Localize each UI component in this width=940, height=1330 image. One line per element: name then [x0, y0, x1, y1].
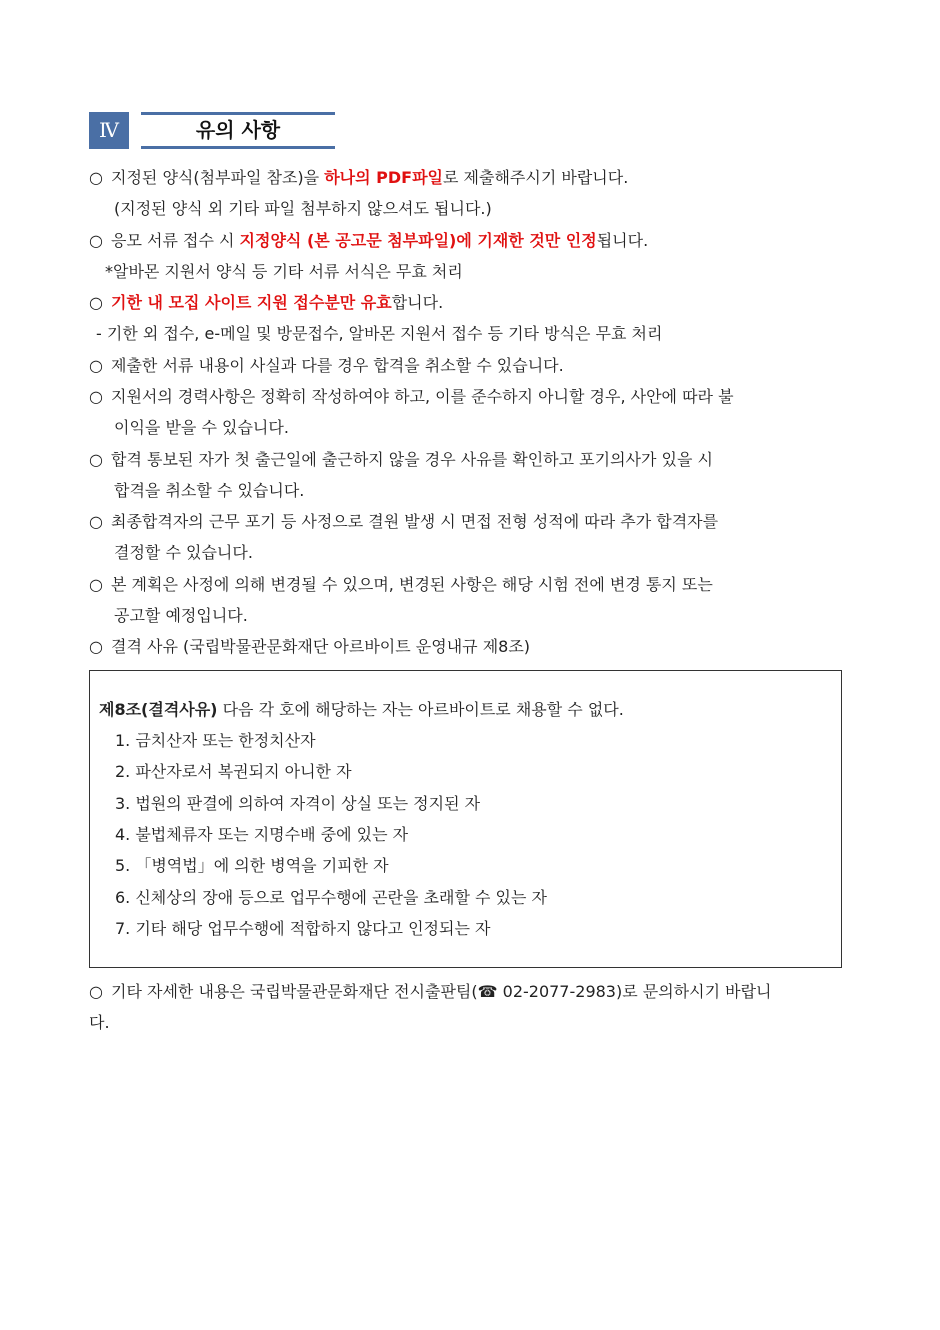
notice-item-2-sub: *알바몬 지원서 양식 등 기타 서류 서식은 무효 처리	[105, 262, 463, 281]
box-list-item: 5. 「병역법」에 의한 병역을 기피한 자	[115, 856, 389, 875]
notice-item-6	[89, 449, 859, 471]
bullet-circle-icon: ○	[89, 387, 103, 406]
box-title	[99, 699, 624, 721]
bullet-circle-icon: ○	[89, 512, 103, 531]
notice-item-5	[89, 386, 859, 408]
item-text: 됩니다.	[596, 231, 649, 250]
item-text: 응모 서류 접수 시	[111, 231, 240, 250]
item-highlight: 지정양식 (본 공고문 첨부파일)에 기재한 것만 인정	[239, 231, 597, 250]
box-list-item: 1. 금치산자 또는 한정치산자	[115, 731, 316, 750]
bullet-circle-icon: ○	[89, 982, 103, 1001]
bullet-circle-icon: ○	[89, 231, 103, 250]
bullet-circle-icon: ○	[89, 293, 103, 312]
item-highlight: 하나의 PDF파일	[324, 168, 444, 187]
contact-text: 기타 자세한 내용은 국립박물관문화재단 전시출판팀(☎ 02-2077-2983)로 문의하시기 바랍니	[111, 982, 772, 1001]
item-text: 합니다.	[391, 293, 444, 312]
notice-item-6-cont: 합격을 취소할 수 있습니다.	[114, 481, 305, 500]
notice-item-1-sub: (지정된 양식 외 기타 파일 첨부하지 않으셔도 됩니다.)	[114, 199, 492, 218]
box-list-item: 2. 파산자로서 복권되지 아니한 자	[115, 762, 352, 781]
item-text: 합격 통보된 자가 첫 출근일에 출근하지 않을 경우 사유를 확인하고 포기의사가 있을 시	[111, 450, 713, 469]
bullet-circle-icon: ○	[89, 450, 103, 469]
section-header	[89, 112, 335, 149]
notice-item-8-cont: 공고할 예정입니다.	[114, 606, 248, 625]
item-highlight: 기한 내 모집 사이트 지원 접수분만 유효	[111, 293, 392, 312]
bullet-circle-icon: ○	[89, 168, 103, 187]
notice-item-2	[89, 230, 859, 252]
notice-item-8	[89, 574, 859, 596]
notice-item-7-cont: 결정할 수 있습니다.	[114, 543, 253, 562]
notice-item-4	[89, 355, 859, 377]
bullet-circle-icon: ○	[89, 575, 103, 594]
section-title: 유의 사항	[195, 118, 281, 142]
box-list-item: 6. 신체상의 장애 등으로 업무수행에 곤란을 초래할 수 있는 자	[115, 888, 547, 907]
notice-item-3	[89, 292, 859, 314]
item-text: 최종합격자의 근무 포기 등 사정으로 결원 발생 시 면접 전형 성적에 따라 추가 합격자를	[111, 512, 719, 531]
notice-item-3-sub: - 기한 외 접수, e-메일 및 방문접수, 알바몬 지원서 접수 등 기타 방식은 무효 처리	[96, 324, 663, 343]
box-title-article: 제8조(결격사유)	[99, 700, 218, 719]
item-text: 본 계획은 사정에 의해 변경될 수 있으며, 변경된 사항은 해당 시험 전에 변경 통지 또는	[111, 575, 713, 594]
section-title-box	[141, 112, 335, 149]
disqualification-box	[89, 670, 842, 968]
bullet-circle-icon: ○	[89, 356, 103, 375]
item-text: 제출한 서류 내용이 사실과 다를 경우 합격을 취소할 수 있습니다.	[111, 356, 564, 375]
item-text: 로 제출해주시기 바랍니다.	[443, 168, 629, 187]
box-title-text: 다음 각 호에 해당하는 자는 아르바이트로 채용할 수 없다.	[217, 700, 624, 719]
box-list-item: 3. 법원의 판결에 의하여 자격이 상실 또는 정지된 자	[115, 794, 481, 813]
notice-item-9	[89, 636, 859, 658]
item-text: 지정된 양식(첨부파일 참조)을	[111, 168, 325, 187]
notice-item-1	[89, 167, 859, 189]
notice-item-7	[89, 511, 859, 533]
item-text: 결격 사유 (국립박물관문화재단 아르바이트 운영내규 제8조)	[111, 637, 531, 656]
notice-item-5-cont: 이익을 받을 수 있습니다.	[114, 418, 289, 437]
contact-line	[89, 981, 859, 1003]
section-number: Ⅳ	[89, 112, 129, 149]
item-text: 지원서의 경력사항은 정확히 작성하여야 하고, 이를 준수하지 아니할 경우, 사안에 따라 불	[111, 387, 734, 406]
box-list-item: 7. 기타 해당 업무수행에 적합하지 않다고 인정되는 자	[115, 919, 491, 938]
box-list-item: 4. 불법체류자 또는 지명수배 중에 있는 자	[115, 825, 409, 844]
bullet-circle-icon: ○	[89, 637, 103, 656]
contact-line-cont: 다.	[89, 1013, 110, 1032]
